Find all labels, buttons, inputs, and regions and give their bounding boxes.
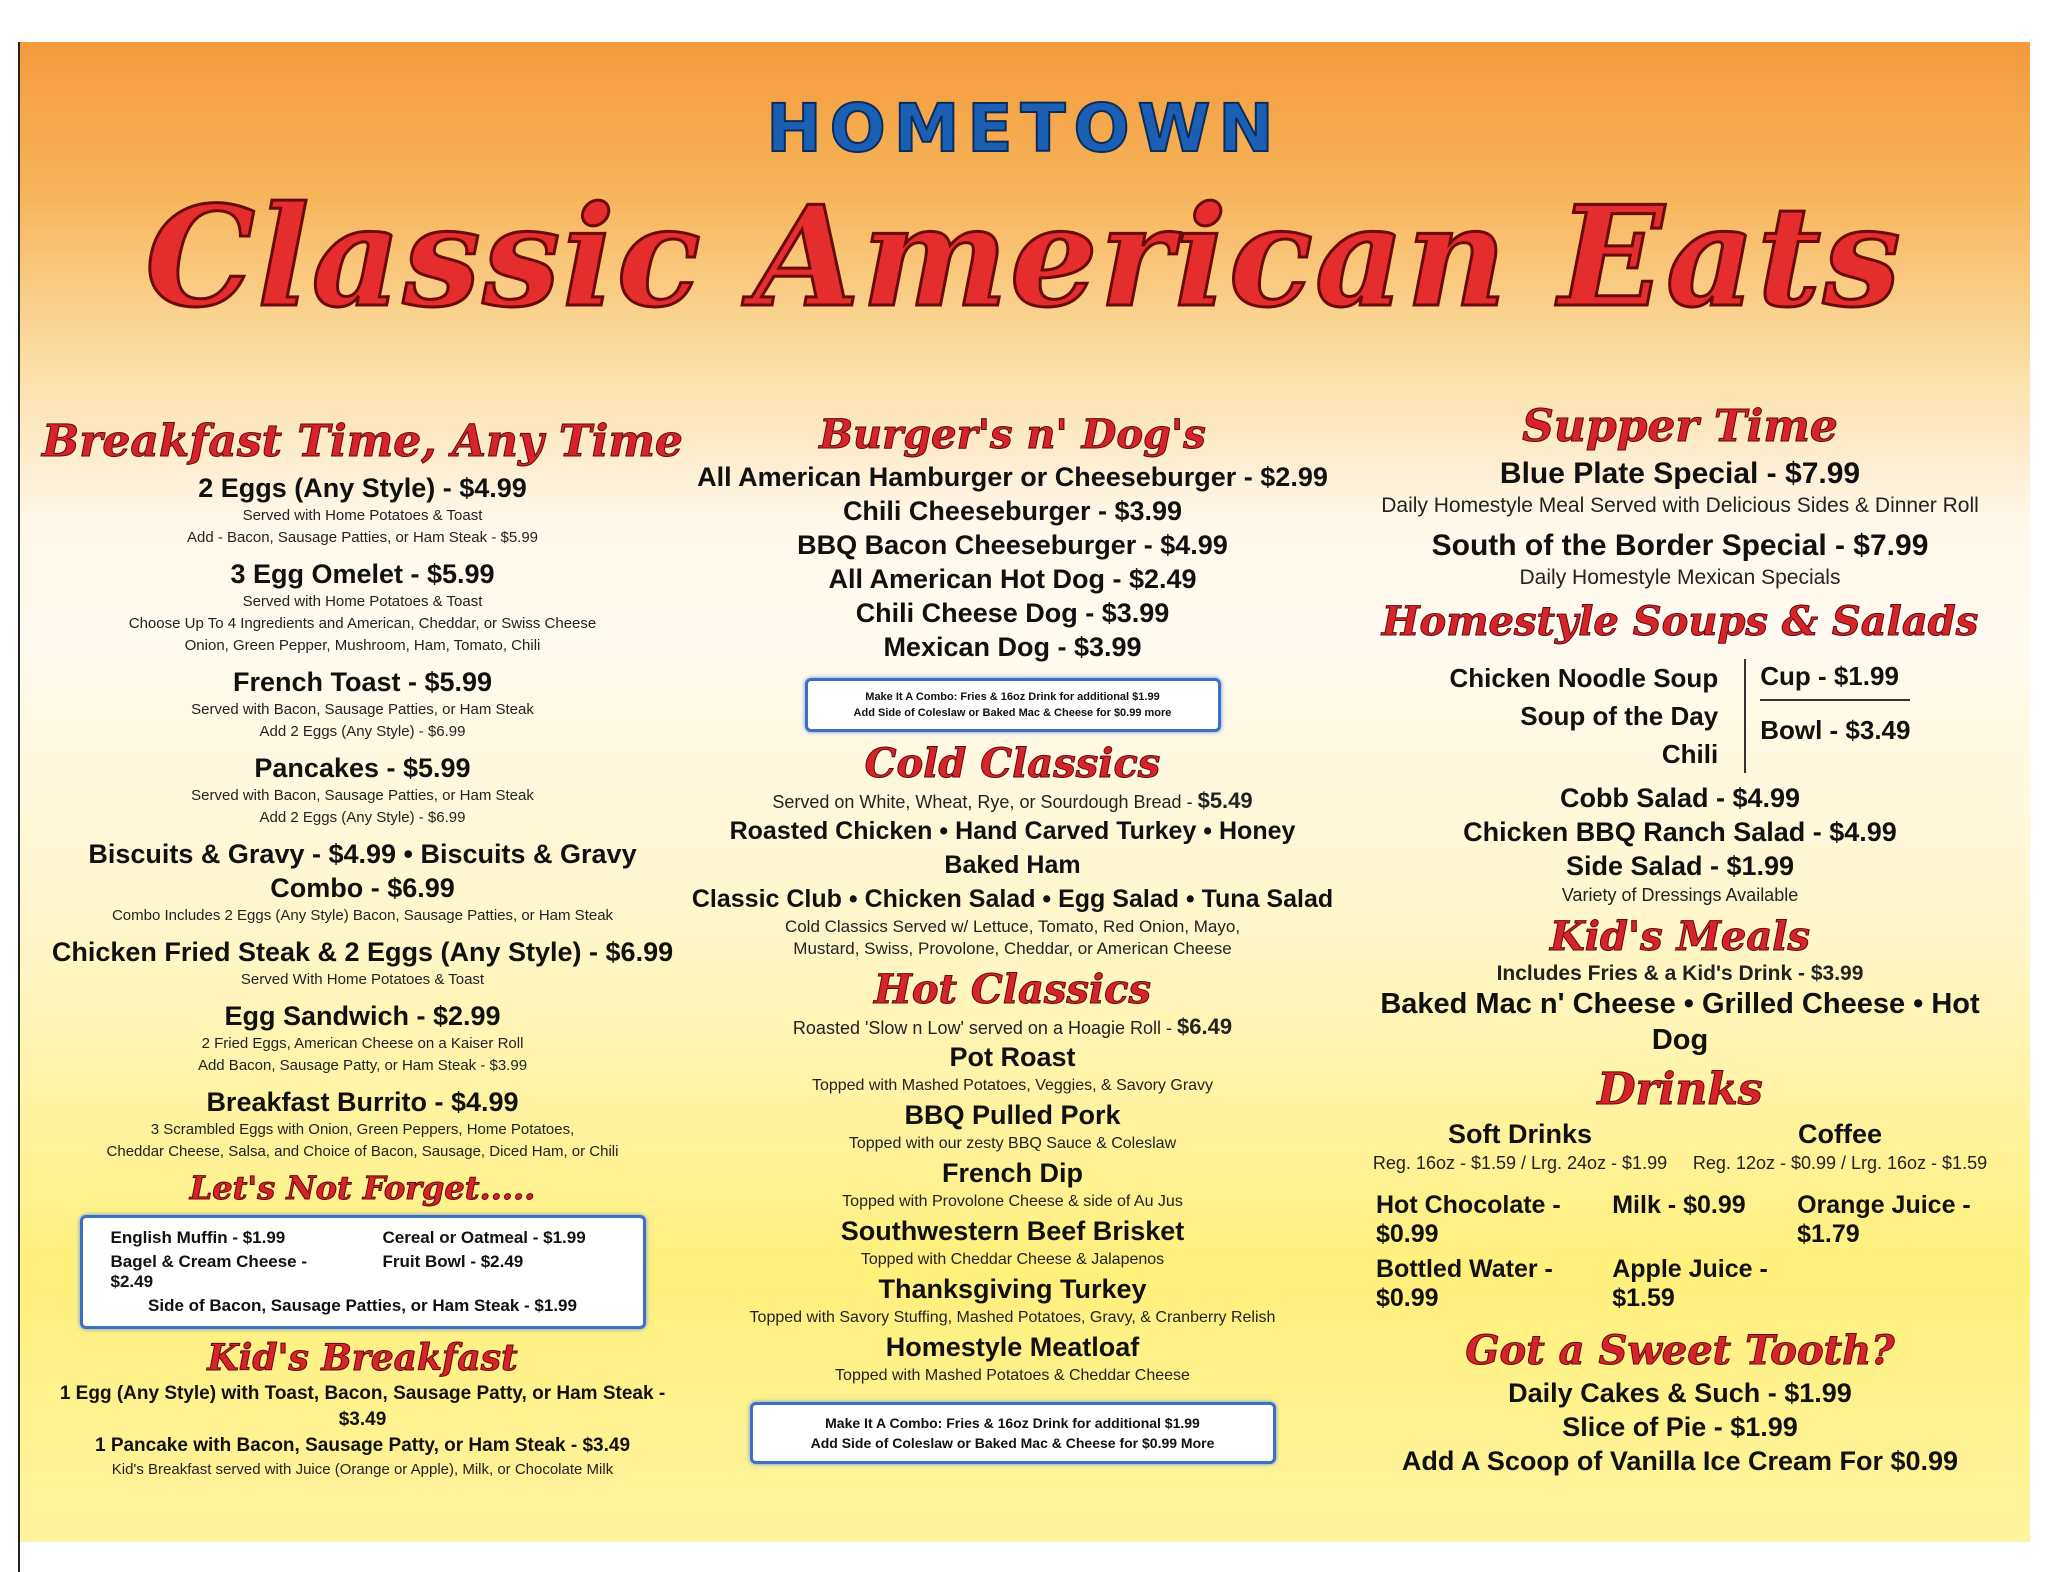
hot-item-note: Topped with Mashed Potatoes & Cheddar Cheese [835,1367,1190,1384]
hot-item: Pot Roast [949,1042,1076,1072]
cold-line2: Classic Club • Chicken Salad • Egg Salad • Tuna Salad [691,885,1334,913]
apple-juice: Apple Juice - $1.59 [1612,1255,1768,1312]
item-note: Combo Includes 2 Eggs (Any Style) Bacon, Sausage Patties, or Ham Steak [111,907,614,924]
kids-meals-items: Baked Mac n' Cheese • Grilled Cheese • Hot Dog [1380,988,1980,1056]
kids-breakfast-heading: Kid's Breakfast [207,1337,518,1379]
soup-of-day: Soup of the Day [1520,701,1719,731]
burger-item: Mexican Dog - $3.99 [883,632,1142,662]
soups-table [1360,659,2000,773]
burger-combo-box [805,678,1221,732]
lets-not-forget-box [80,1215,646,1329]
dessert-item: Add A Scoop of Vanilla Ice Cream For $0.99 [1401,1446,1959,1476]
coffee: Coffee [1797,1119,1882,1149]
dessert-item: Daily Cakes & Such - $1.99 [1508,1378,1852,1408]
burger-item: BBQ Bacon Cheeseburger - $4.99 [797,530,1228,560]
item-note: Served with Bacon, Sausage Patties, or Ham Steak [191,701,534,718]
drinks-list [1360,1191,2000,1313]
kids-meals-includes: Includes Fries & a Kid's Drink - $3.99 [1496,962,1864,985]
item-note: Cheddar Cheese, Salsa, and Choice of Bacon, Sausage, Diced Ham, or Chili [106,1143,619,1160]
hot-item-note: Topped with Cheddar Cheese & Jalapenos [860,1251,1165,1268]
south-border: South of the Border Special - $7.99 [1431,529,1929,562]
menu-item [40,751,685,829]
soups-heading: Homestyle Soups & Salads [1381,598,1979,645]
menu-item [40,935,685,991]
item-note: 2 Fried Eggs, American Cheese on a Kaiser Roll [201,1035,524,1052]
item-note: Served with Bacon, Sausage Patties, or Ham Steak [191,787,534,804]
south-border-note: Daily Homestyle Mexican Specials [1519,566,1841,589]
cold-note: Cold Classics Served w/ Lettuce, Tomato, Red Onion, Mayo, [784,917,1241,936]
item-name: Egg Sandwich - $2.99 [224,1001,501,1031]
sweet-tooth-heading: Got a Sweet Tooth? [1465,1327,1895,1374]
dressings-note: Variety of Dressings Available [1561,885,1799,905]
hot-item: Homestyle Meatloaf [885,1332,1140,1362]
item-note: Served with Home Potatoes & Toast [242,593,483,610]
hot-classics-heading: Hot Classics [874,966,1151,1013]
combo-line: Make It A Combo: Fries & 16oz Drink for additional $1.99 [865,691,1160,703]
english-muffin: English Muffin - $1.99 [110,1228,286,1247]
item-name: 3 Egg Omelet - $5.99 [230,559,495,589]
item-note: Add 2 Eggs (Any Style) - $6.99 [259,809,466,826]
soft-drinks-price: Reg. 16oz - $1.59 / Lrg. 24oz - $1.99 [1372,1153,1668,1173]
cold-classics-heading: Cold Classics [864,740,1161,787]
burger-item: Chili Cheese Dog - $3.99 [855,598,1170,628]
cup-price: Cup - $1.99 [1760,659,1910,701]
orange-juice: Orange Juice - $1.79 [1797,1191,1971,1248]
breakfast-column [40,410,685,1481]
chicken-noodle: Chicken Noodle Soup [1449,663,1719,693]
cold-line1: Roasted Chicken • Hand Carved Turkey • Honey Baked Ham [729,817,1296,879]
hot-item-note: Topped with our zesty BBQ Sauce & Coleslaw [848,1135,1177,1152]
burgers-heading: Burger's n' Dog's [819,411,1206,458]
milk: Milk - $0.99 [1612,1191,1746,1219]
hot-item: Southwestern Beef Brisket [840,1216,1185,1246]
menu-item [40,837,685,927]
fruit-bowl: Fruit Bowl - $2.49 [382,1252,524,1271]
drinks-sizes [1360,1117,2000,1175]
supper-heading: Supper Time [1522,401,1838,452]
kids-breakfast-line2: 1 Pancake with Bacon, Sausage Patty, or Ham Steak - $3.49 [94,1435,631,1456]
soft-drinks: Soft Drinks [1447,1119,1593,1149]
burger-item: All American Hot Dog - $2.49 [828,564,1197,594]
side-meat: Side of Bacon, Sausage Patties, or Ham Steak - $1.99 [148,1296,577,1315]
item-name: Chicken Fried Steak & 2 Eggs (Any Style) - $6.99 [51,937,674,967]
drinks-heading: Drinks [1597,1064,1763,1115]
combo-line: Add Side of Coleslaw or Baked Mac & Cheese for $0.99 More [810,1435,1215,1451]
burger-item: All American Hamburger or Cheeseburger - $2.99 [697,462,1328,492]
bowl-price: Bowl - $3.49 [1760,715,1911,745]
sandwich-column [690,405,1335,1472]
combo-line: Make It A Combo: Fries & 16oz Drink for additional $1.99 [825,1415,1200,1431]
cereal-oatmeal: Cereal or Oatmeal - $1.99 [382,1228,586,1247]
hot-served: Roasted 'Slow n Low' served on a Hoagie Roll - $6.49 [792,1014,1233,1039]
kids-breakfast-line1: 1 Egg (Any Style) with Toast, Bacon, Sausage Patty, or Ham Steak - $3.49 [59,1383,666,1430]
hot-combo-box [750,1402,1276,1464]
hot-item-note: Topped with Savory Stuffing, Mashed Potatoes, Gravy, & Cranberry Relish [749,1309,1276,1326]
menu-item [40,1085,685,1163]
coffee-price: Reg. 12oz - $0.99 / Lrg. 16oz - $1.59 [1692,1153,1988,1173]
hot-chocolate: Hot Chocolate - $0.99 [1376,1191,1561,1248]
item-note: Add 2 Eggs (Any Style) - $6.99 [259,723,466,740]
burger-item: Chili Cheeseburger - $3.99 [842,496,1183,526]
blue-plate-note: Daily Homestyle Meal Served with Delicious Sides & Dinner Roll [1381,494,1979,517]
hot-item: BBQ Pulled Pork [904,1100,1121,1130]
item-name: 2 Eggs (Any Style) - $4.99 [198,473,527,503]
menu-item [40,999,685,1077]
kids-breakfast-note: Kid's Breakfast served with Juice (Orange or Apple), Milk, or Chocolate Milk [111,1461,614,1478]
item-note: Choose Up To 4 Ingredients and American, Cheddar, or Swiss Cheese [128,615,597,632]
menu-item [40,665,685,743]
hot-item-note: Topped with Mashed Potatoes, Veggies, & Savory Gravy [811,1077,1214,1094]
item-note: Onion, Green Pepper, Mushroom, Ham, Tomato, Chili [184,637,541,654]
hot-item-note: Topped with Provolone Cheese & side of Au Jus [842,1193,1183,1210]
hot-item: French Dip [941,1158,1083,1188]
chili: Chili [1661,739,1719,769]
menu-item [40,471,685,549]
menu-item [40,557,685,657]
item-name: Breakfast Burrito - $4.99 [206,1087,519,1117]
blue-plate: Blue Plate Special - $7.99 [1499,457,1861,490]
item-note: Served With Home Potatoes & Toast [240,971,485,988]
salad-item: Cobb Salad - $4.99 [1559,783,1801,813]
dessert-item: Slice of Pie - $1.99 [1562,1412,1798,1442]
hometown-heading: HOMETOWN [766,90,1282,167]
cold-served: Served on White, Wheat, Rye, or Sourdough Bread - $5.49 [772,788,1253,813]
menu-title: Classic American Eats [145,175,1903,338]
item-note: Add - Bacon, Sausage Patties, or Ham Steak - $5.99 [186,529,539,546]
bagel-cream-cheese: Bagel & Cream Cheese - $2.49 [110,1252,308,1291]
item-name: Biscuits & Gravy - $4.99 • Biscuits & Gravy Combo - $6.99 [88,839,637,903]
item-name: French Toast - $5.99 [232,667,493,697]
item-note: Served with Home Potatoes & Toast [242,507,483,524]
breakfast-heading: Breakfast Time, Any Time [42,416,683,467]
item-name: Pancakes - $5.99 [254,753,471,783]
kids-meals-heading: Kid's Meals [1550,913,1810,960]
lets-not-forget-heading: Let's Not Forget..... [189,1169,536,1207]
salad-item: Side Salad - $1.99 [1565,851,1795,881]
supper-column [1360,395,2000,1478]
combo-line: Add Side of Coleslaw or Baked Mac & Cheese for $0.99 more [853,707,1172,719]
item-note: Add Bacon, Sausage Patty, or Ham Steak - $3.99 [197,1057,528,1074]
cold-note: Mustard, Swiss, Provolone, Cheddar, or American Cheese [793,939,1232,958]
item-note: 3 Scrambled Eggs with Onion, Green Peppers, Home Potatoes, [150,1121,575,1138]
salad-item: Chicken BBQ Ranch Salad - $4.99 [1463,817,1897,847]
hot-item: Thanksgiving Turkey [878,1274,1147,1304]
bottled-water: Bottled Water - $0.99 [1376,1255,1553,1312]
